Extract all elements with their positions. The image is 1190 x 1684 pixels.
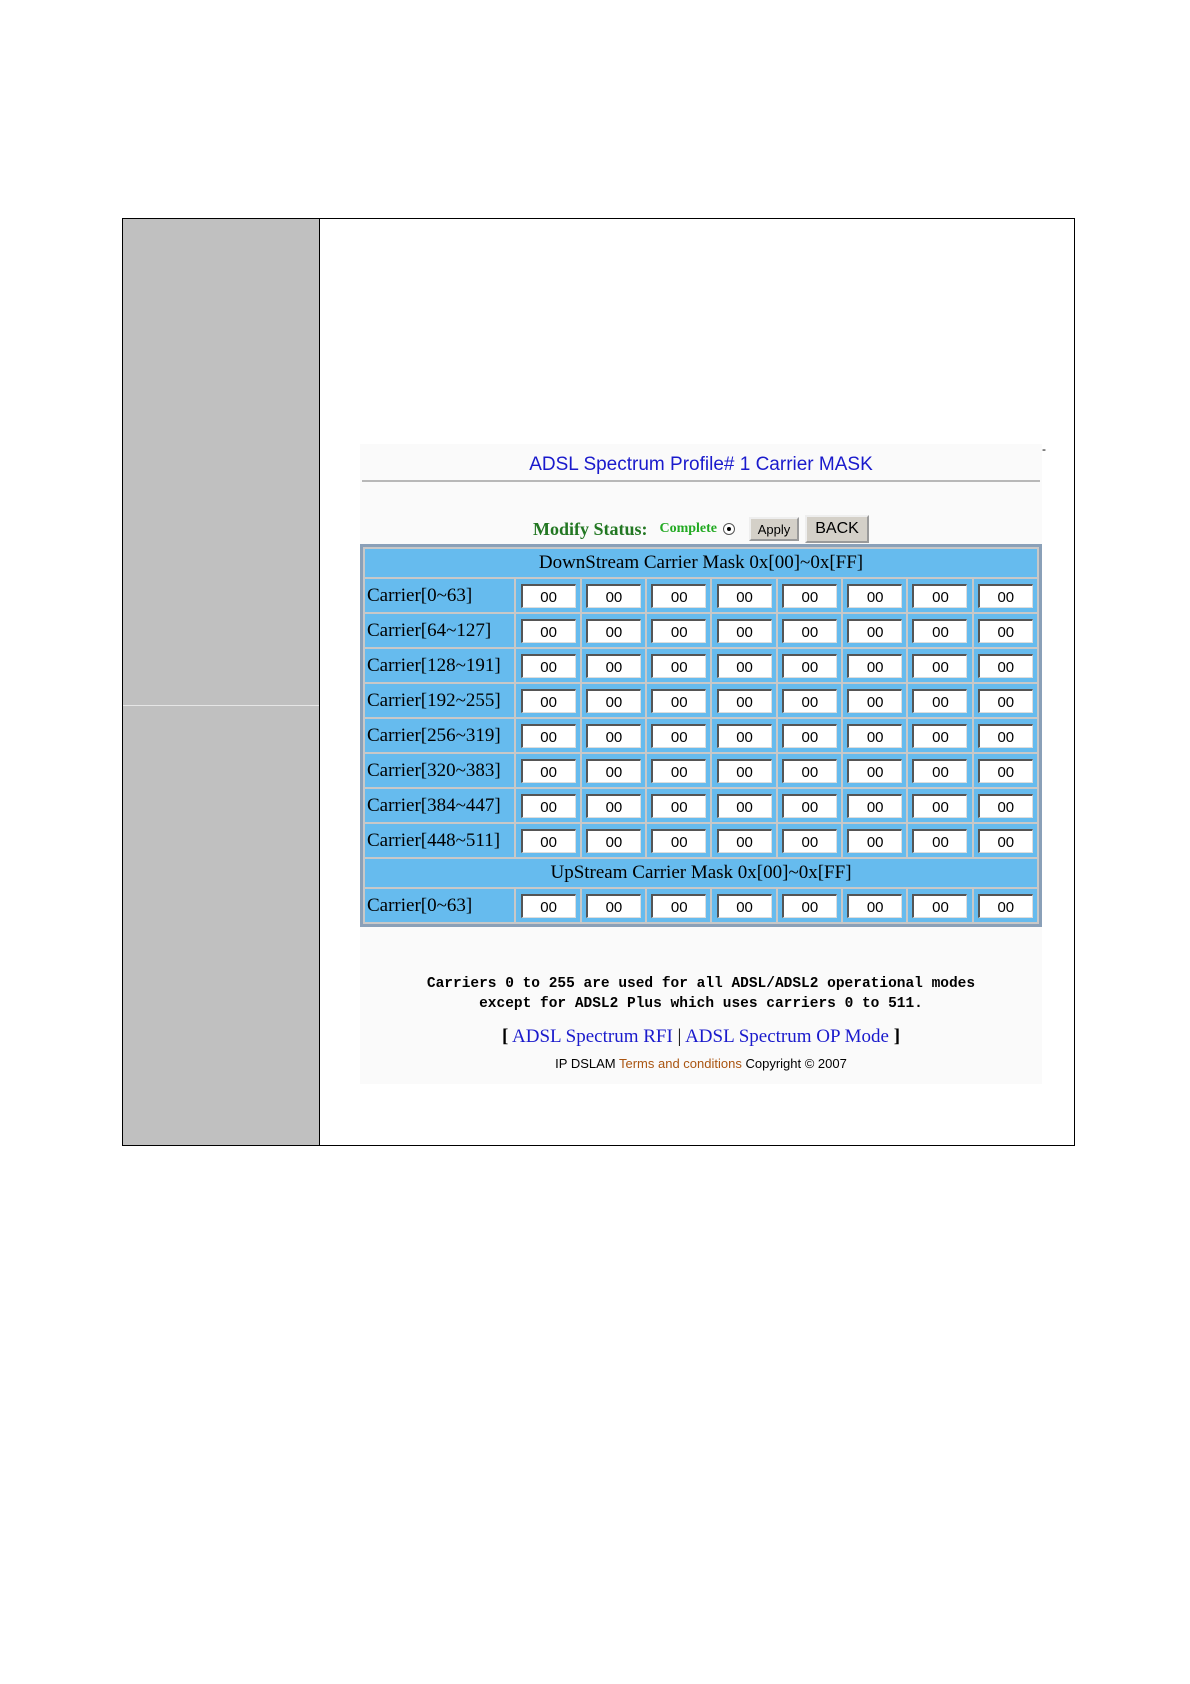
downstream-mask-input[interactable]: 00: [978, 829, 1033, 853]
table-row: [365, 754, 1037, 787]
mask-cell: [974, 719, 1037, 752]
table-row: [365, 789, 1037, 822]
upstream-mask-input[interactable]: 00: [717, 894, 772, 918]
mask-cell: [647, 684, 710, 717]
mask-cell: [582, 789, 645, 822]
downstream-mask-input[interactable]: 00: [521, 794, 576, 818]
sidebar-upper-cell: [123, 219, 319, 706]
downstream-carrier-label: Carrier[256~319]: [365, 719, 514, 752]
mask-cell: [647, 719, 710, 752]
footer-copyright: Copyright © 2007: [745, 1056, 847, 1071]
mask-cell: [974, 754, 1037, 787]
mask-cell: [712, 579, 775, 612]
downstream-mask-input[interactable]: 00: [717, 584, 772, 608]
mask-cell: [582, 824, 645, 857]
mask-cell: [908, 719, 971, 752]
downstream-mask-input[interactable]: 00: [651, 689, 706, 713]
mask-cell: [712, 719, 775, 752]
mask-cell: [516, 719, 579, 752]
downstream-mask-input[interactable]: 00: [717, 619, 772, 643]
mask-cell: [843, 649, 906, 682]
bracket-close: ]: [893, 1026, 901, 1047]
downstream-mask-input[interactable]: 00: [651, 584, 706, 608]
downstream-carrier-label: Carrier[192~255]: [365, 684, 514, 717]
mask-cell: [778, 649, 841, 682]
downstream-mask-input[interactable]: 00: [912, 654, 967, 678]
mask-cell: [843, 889, 906, 922]
mask-cell: [582, 889, 645, 922]
downstream-mask-input[interactable]: 00: [717, 654, 772, 678]
modify-status-value: Complete: [659, 521, 718, 536]
downstream-mask-input[interactable]: 00: [586, 619, 641, 643]
table-row: [365, 684, 1037, 717]
mask-cell: [908, 824, 971, 857]
mask-cell: [516, 889, 579, 922]
downstream-mask-input[interactable]: 00: [651, 724, 706, 748]
mask-cell: [582, 754, 645, 787]
downstream-mask-input[interactable]: 00: [521, 619, 576, 643]
mask-cell: [582, 684, 645, 717]
mask-cell: [778, 754, 841, 787]
downstream-mask-input[interactable]: 00: [717, 794, 772, 818]
mask-cell: [516, 649, 579, 682]
mask-cell: [647, 614, 710, 647]
mask-cell: [974, 789, 1037, 822]
mask-cell: [908, 754, 971, 787]
link-adsl-spectrum-rfi[interactable]: ADSL Spectrum RFI: [512, 1026, 673, 1047]
downstream-mask-input[interactable]: 00: [847, 689, 902, 713]
apply-button[interactable]: Apply: [749, 517, 799, 541]
upstream-carrier-label: Carrier[0~63]: [365, 889, 514, 922]
downstream-mask-input[interactable]: 00: [978, 794, 1033, 818]
downstream-mask-input[interactable]: 00: [521, 724, 576, 748]
downstream-carrier-label: Carrier[320~383]: [365, 754, 514, 787]
mask-cell: [778, 614, 841, 647]
mask-cell: [778, 889, 841, 922]
downstream-mask-input[interactable]: 00: [782, 759, 837, 783]
mask-cell: [647, 889, 710, 922]
downstream-mask-input[interactable]: 00: [651, 759, 706, 783]
link-adsl-spectrum-op-mode[interactable]: ADSL Spectrum OP Mode: [685, 1026, 889, 1047]
upstream-mask-input[interactable]: 00: [978, 894, 1033, 918]
downstream-mask-input[interactable]: 00: [847, 759, 902, 783]
downstream-mask-input[interactable]: 00: [782, 829, 837, 853]
downstream-mask-input[interactable]: 00: [586, 794, 641, 818]
mask-cell: [843, 614, 906, 647]
downstream-mask-input[interactable]: 00: [912, 794, 967, 818]
mask-cell: [516, 579, 579, 612]
mask-cell: [974, 614, 1037, 647]
mask-cell: [843, 579, 906, 612]
mask-cell: [647, 824, 710, 857]
carrier-mask-table: [360, 544, 1042, 927]
downstream-mask-input[interactable]: 00: [586, 759, 641, 783]
upstream-mask-input[interactable]: 00: [782, 894, 837, 918]
mask-cell: [712, 614, 775, 647]
downstream-mask-input[interactable]: 00: [586, 829, 641, 853]
modify-status-label: Modify Status:: [532, 518, 648, 539]
mask-cell: [843, 719, 906, 752]
downstream-mask-input[interactable]: 00: [782, 654, 837, 678]
downstream-mask-input[interactable]: 00: [717, 689, 772, 713]
downstream-mask-input[interactable]: 00: [586, 724, 641, 748]
mask-cell: [647, 649, 710, 682]
downstream-carrier-label: Carrier[128~191]: [365, 649, 514, 682]
downstream-mask-input[interactable]: 00: [586, 689, 641, 713]
downstream-mask-input[interactable]: 00: [782, 794, 837, 818]
downstream-mask-input[interactable]: 00: [651, 794, 706, 818]
downstream-mask-input[interactable]: 00: [717, 759, 772, 783]
mask-cell: [647, 789, 710, 822]
upstream-mask-input[interactable]: 00: [912, 894, 967, 918]
link-separator: |: [677, 1026, 682, 1047]
downstream-mask-input[interactable]: 00: [978, 584, 1033, 608]
downstream-mask-input[interactable]: 00: [847, 619, 902, 643]
mask-cell: [843, 789, 906, 822]
downstream-mask-input[interactable]: 00: [912, 584, 967, 608]
downstream-mask-input[interactable]: 00: [847, 794, 902, 818]
downstream-mask-input[interactable]: 00: [782, 619, 837, 643]
downstream-mask-input[interactable]: 00: [782, 724, 837, 748]
downstream-mask-input[interactable]: 00: [847, 584, 902, 608]
mask-cell: [974, 824, 1037, 857]
downstream-mask-input[interactable]: 00: [912, 759, 967, 783]
downstream-mask-input[interactable]: 00: [586, 654, 641, 678]
mask-cell: [908, 684, 971, 717]
downstream-carrier-label: Carrier[64~127]: [365, 614, 514, 647]
mask-cell: [843, 824, 906, 857]
downstream-mask-input[interactable]: 00: [651, 654, 706, 678]
upstream-mask-input[interactable]: 00: [847, 894, 902, 918]
downstream-carrier-label: Carrier[384~447]: [365, 789, 514, 822]
mask-cell: [516, 754, 579, 787]
downstream-mask-input[interactable]: 00: [782, 689, 837, 713]
mask-cell: [974, 889, 1037, 922]
bracket-open: [: [501, 1026, 509, 1047]
mask-cell: [516, 614, 579, 647]
mask-cell: [712, 789, 775, 822]
upstream-mask-input[interactable]: 00: [651, 894, 706, 918]
terms-link[interactable]: Terms and conditions: [619, 1056, 742, 1071]
title-divider: [362, 480, 1040, 482]
mask-cell: [712, 824, 775, 857]
upstream-mask-input[interactable]: 00: [586, 894, 641, 918]
mask-cell: [908, 789, 971, 822]
downstream-carrier-label: Carrier[0~63]: [365, 579, 514, 612]
upstream-header-row: [365, 859, 1037, 887]
mask-cell: [582, 579, 645, 612]
table-row: [365, 889, 1037, 922]
downstream-mask-input[interactable]: 00: [978, 724, 1033, 748]
mask-cell: [516, 824, 579, 857]
downstream-mask-input[interactable]: 00: [521, 829, 576, 853]
page-title: ADSL Spectrum Profile# 1 Carrier MASK: [529, 454, 873, 475]
carrier-note: [360, 974, 1042, 1014]
downstream-mask-input[interactable]: 00: [912, 689, 967, 713]
mask-cell: [908, 649, 971, 682]
downstream-mask-input[interactable]: 00: [978, 689, 1033, 713]
mask-cell: [712, 649, 775, 682]
footer: [360, 1056, 1042, 1071]
downstream-mask-input[interactable]: 00: [847, 724, 902, 748]
mask-cell: [908, 614, 971, 647]
downstream-mask-input[interactable]: 00: [912, 619, 967, 643]
table-row: [365, 824, 1037, 857]
mask-cell: [908, 579, 971, 612]
table-row: [365, 614, 1037, 647]
downstream-mask-input[interactable]: 00: [651, 619, 706, 643]
mask-cell: [778, 579, 841, 612]
mask-cell: [778, 789, 841, 822]
downstream-header-row: [365, 549, 1037, 577]
sidebar-panel: [123, 219, 320, 1145]
downstream-mask-input[interactable]: 00: [521, 759, 576, 783]
downstream-carrier-label: Carrier[448~511]: [365, 824, 514, 857]
table-row: [365, 649, 1037, 682]
downstream-mask-input[interactable]: 00: [717, 724, 772, 748]
screenshot-area: [360, 442, 1046, 1084]
downstream-mask-input[interactable]: 00: [782, 584, 837, 608]
mask-cell: [843, 684, 906, 717]
mask-cell: [712, 754, 775, 787]
downstream-mask-input[interactable]: 00: [912, 724, 967, 748]
mask-cell: [582, 614, 645, 647]
mask-cell: [778, 684, 841, 717]
mask-cell: [908, 889, 971, 922]
table-row: [365, 579, 1037, 612]
mask-cell: [974, 649, 1037, 682]
footer-brand: IP DSLAM: [555, 1056, 616, 1071]
mask-cell: [582, 649, 645, 682]
mask-cell: [712, 889, 775, 922]
mask-cell: [516, 789, 579, 822]
mask-cell: [582, 719, 645, 752]
downstream-mask-input[interactable]: 00: [978, 654, 1033, 678]
mask-cell: [778, 719, 841, 752]
downstream-mask-input[interactable]: 00: [586, 584, 641, 608]
mask-cell: [516, 684, 579, 717]
status-row: [360, 514, 1042, 544]
complete-radio[interactable]: [723, 523, 735, 535]
carrier-note-line2: except for ADSL2 Plus which uses carriers 0 to 511.: [479, 996, 923, 1012]
mask-cell: [843, 754, 906, 787]
downstream-mask-input[interactable]: 00: [978, 619, 1033, 643]
downstream-mask-input[interactable]: 00: [521, 654, 576, 678]
back-button[interactable]: BACK: [805, 515, 869, 543]
mask-cell: [647, 579, 710, 612]
downstream-mask-input[interactable]: 00: [521, 689, 576, 713]
mask-cell: [974, 579, 1037, 612]
downstream-mask-input[interactable]: 00: [717, 829, 772, 853]
mask-cell: [712, 684, 775, 717]
upstream-mask-input[interactable]: 00: [521, 894, 576, 918]
downstream-header: DownStream Carrier Mask 0x[00]~0x[FF]: [365, 549, 1037, 577]
mask-cell: [647, 754, 710, 787]
downstream-mask-input[interactable]: 00: [978, 759, 1033, 783]
table-row: [365, 719, 1037, 752]
downstream-mask-input[interactable]: 00: [847, 829, 902, 853]
carrier-note-line1: Carriers 0 to 255 are used for all ADSL/ADSL2 operational modes: [426, 976, 976, 992]
nav-links: [360, 1026, 1042, 1048]
mask-cell: [974, 684, 1037, 717]
downstream-mask-input[interactable]: 00: [912, 829, 967, 853]
stray-dash: -: [1042, 442, 1046, 456]
downstream-mask-input[interactable]: 00: [521, 584, 576, 608]
upstream-header: UpStream Carrier Mask 0x[00]~0x[FF]: [365, 859, 1037, 887]
downstream-mask-input[interactable]: 00: [847, 654, 902, 678]
mask-cell: [778, 824, 841, 857]
downstream-mask-input[interactable]: 00: [651, 829, 706, 853]
